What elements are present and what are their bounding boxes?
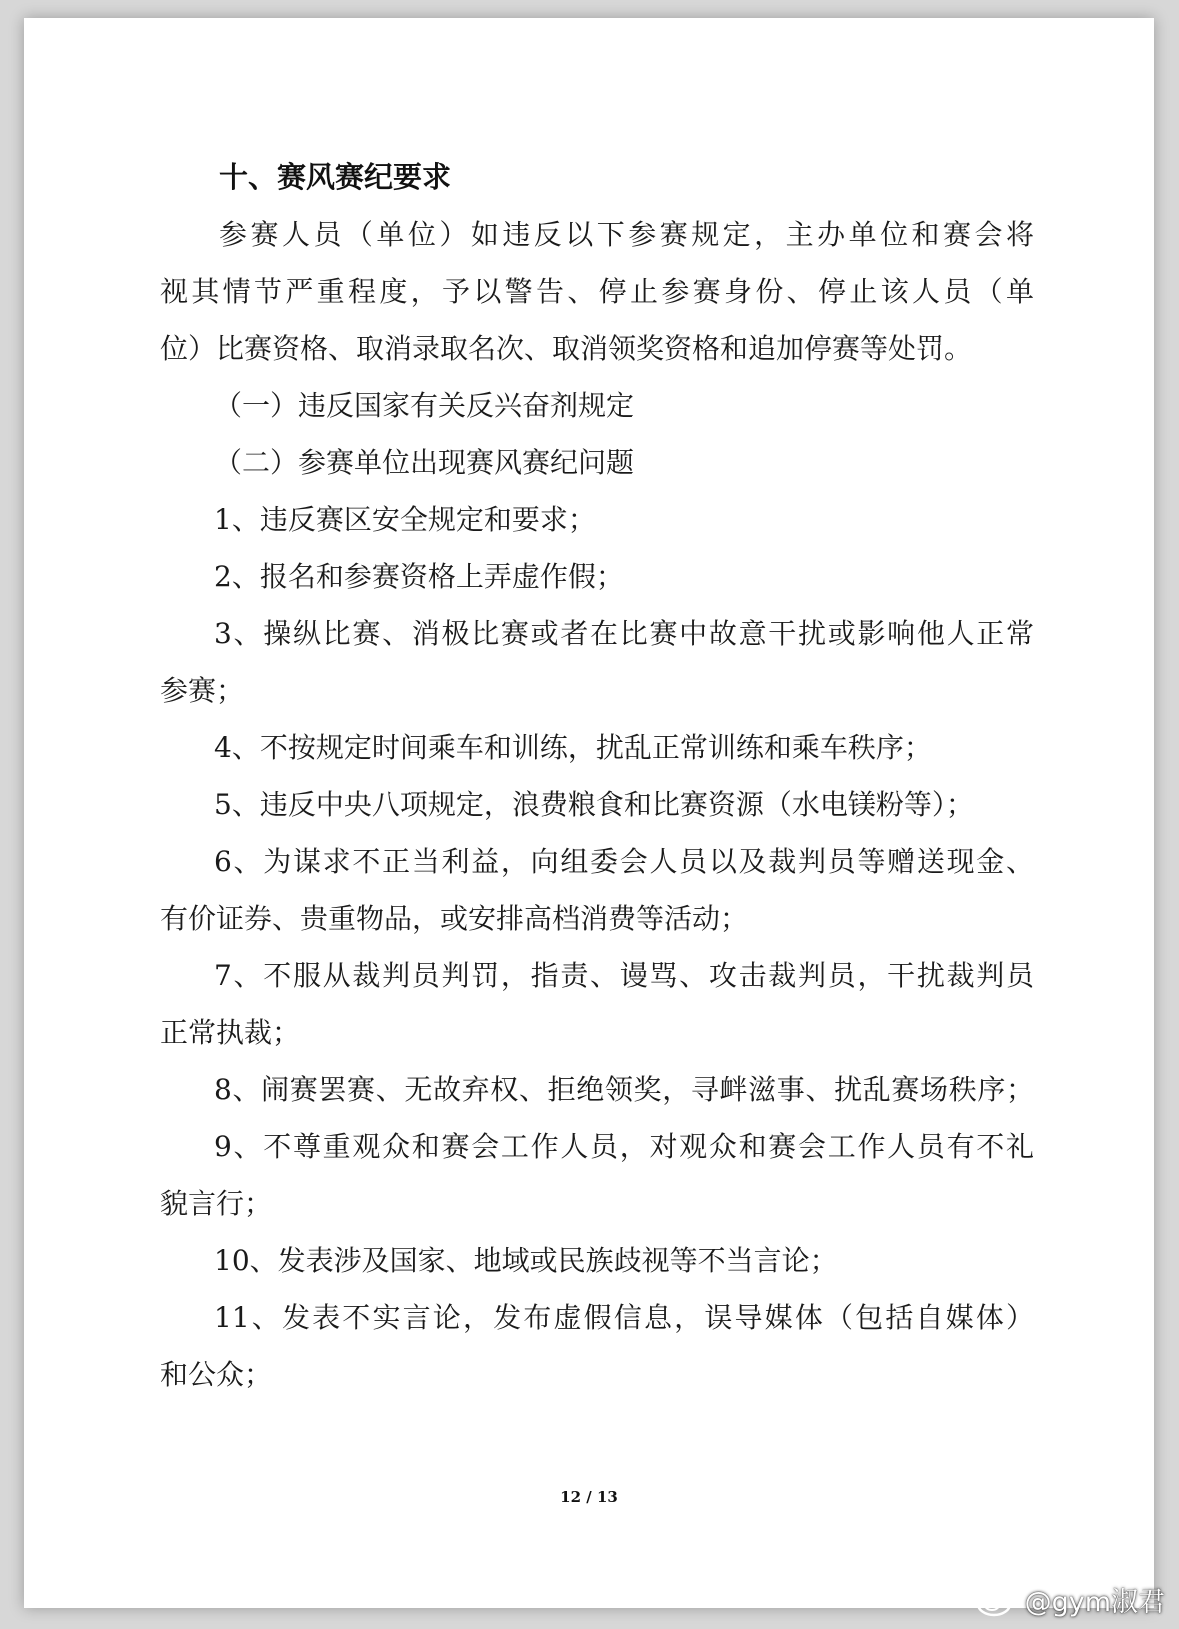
list-item-6-line-1: 6、为谋求不正当利益，向组委会人员以及裁判员等赠送现金、 [214, 845, 1034, 878]
section-item-1: （一）违反国家有关反兴奋剂规定 [214, 389, 635, 422]
watermark-text: @gym淑君 [1024, 1587, 1165, 1618]
list-item-3-line-1: 3、操纵比赛、消极比赛或者在比赛中故意干扰或影响他人正常 [214, 617, 1034, 650]
list-item-11-line-2: 和公众； [160, 1358, 273, 1391]
intro-line-3: 位）比赛资格、取消录取名次、取消领奖资格和追加停赛等处罚。 [160, 332, 973, 365]
list-item-9-line-2: 貌言行； [160, 1187, 273, 1220]
list-item-7-line-2: 正常执裁； [160, 1016, 301, 1049]
section-heading: 十、赛风赛纪要求 [219, 160, 452, 194]
list-item-11-line-1: 11、发表不实言论，发布虚假信息，误导媒体（包括自媒体） [214, 1301, 1034, 1334]
watermark [975, 1580, 1165, 1619]
list-item-2: 2、报名和参赛资格上弄虚作假； [214, 560, 624, 593]
intro-line-2: 视其情节严重程度，予以警告、停止参赛身份、停止该人员（单 [160, 275, 1034, 308]
list-item-9-line-1: 9、不尊重观众和赛会工作人员，对观众和赛会工作人员有不礼 [214, 1130, 1034, 1163]
list-item-6-line-2: 有价证券、贵重物品，或安排高档消费等活动； [160, 902, 749, 935]
list-item-3-line-2: 参赛； [160, 674, 245, 707]
list-item-8: 8、闹赛罢赛、无故弃权、拒绝领奖，寻衅滋事、扰乱赛场秩序； [214, 1073, 1034, 1106]
weibo-icon [975, 1583, 1019, 1617]
list-item-1: 1、违反赛区安全规定和要求； [214, 503, 596, 536]
page-number: 12 / 13 [560, 1488, 618, 1506]
list-item-10: 10、发表涉及国家、地域或民族歧视等不当言论； [214, 1244, 838, 1277]
section-item-2: （二）参赛单位出现赛风赛纪问题 [214, 446, 635, 479]
document-page [24, 18, 1154, 1608]
intro-line-1: 参赛人员（单位）如违反以下参赛规定，主办单位和赛会将 [219, 218, 1034, 251]
list-item-5: 5、违反中央八项规定，浪费粮食和比赛资源（水电镁粉等）； [214, 788, 974, 821]
list-item-7-line-1: 7、不服从裁判员判罚，指责、谩骂、攻击裁判员，干扰裁判员 [214, 959, 1034, 992]
list-item-4: 4、不按规定时间乘车和训练，扰乱正常训练和乘车秩序； [214, 731, 932, 764]
